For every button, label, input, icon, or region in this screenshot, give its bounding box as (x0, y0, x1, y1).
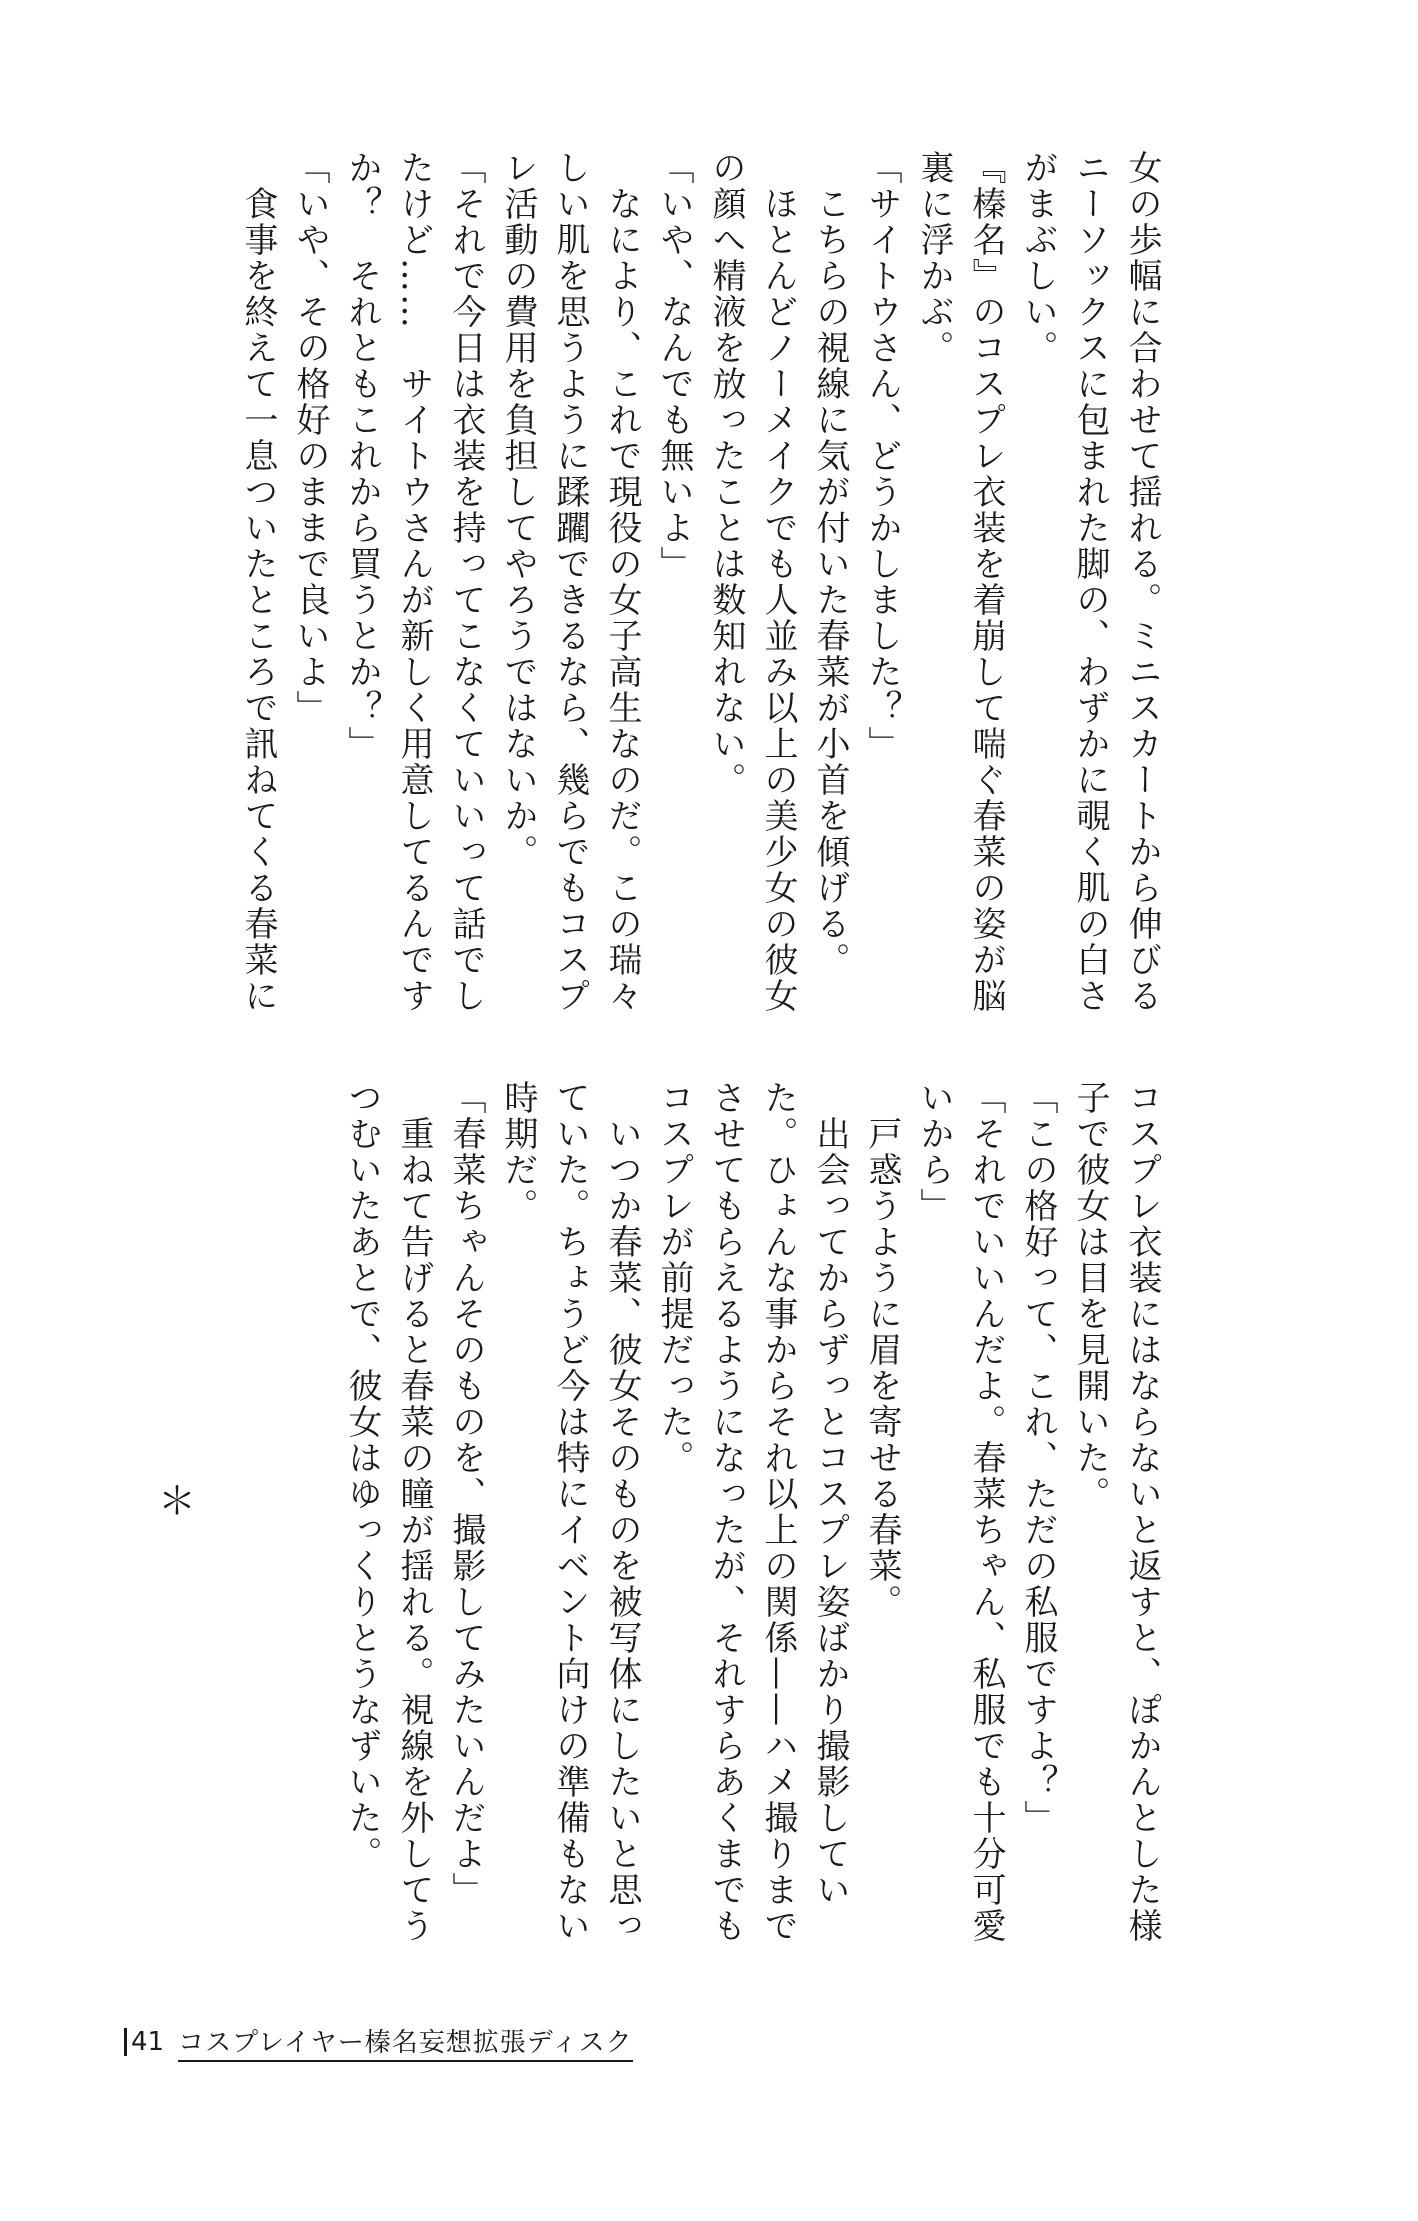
text-column: 時期だ。 (498, 1080, 538, 1224)
text-column: 「それでいいんだよ。春菜ちゃん、私服でも十分可愛 (966, 1080, 1006, 1944)
text-column: いから」 (914, 1080, 954, 1224)
text-column: 子で彼女は目を見開いた。 (1070, 1080, 1110, 1512)
text-column: しい肌を思うように蹂躙できるなら、幾らでもコスプ (550, 150, 590, 1014)
text-column: ていた。ちょうど今は特にイベント向けの準備もない (550, 1080, 590, 1944)
text-column: か？ それともこれから買うとか？」 (342, 150, 382, 762)
page-footer (124, 2022, 633, 2062)
text-column: 食事を終えて一息ついたところで訊ねてくる春菜に (238, 150, 278, 1014)
text-column: ニーソックスに包まれた脚の、わずかに覗く肌の白さ (1070, 150, 1110, 1014)
text-block-top (198, 150, 1168, 1050)
text-column: コスプレ衣装にはならないと返すと、ぽかんとした様 (1122, 1080, 1162, 1944)
text-column: レ活動の費用を負担してやろうではないか。 (498, 150, 538, 870)
text-column: たけど…… サイトウさんが新しく用意してるんです (394, 150, 434, 1014)
footer-bar-mark (124, 2028, 127, 2056)
text-column: 重ねて告げると春菜の瞳が揺れる。視線を外してう (394, 1080, 434, 1944)
scene-break-asterisk: ＊ (158, 1479, 197, 1523)
text-column: 女の歩幅に合わせて揺れる。ミニスカートから伸びる (1122, 150, 1162, 1014)
text-column: 「サイトウさん、どうかしました？」 (862, 150, 902, 762)
text-column: の顔へ精液を放ったことは数知れない。 (706, 150, 746, 798)
text-column: こちらの視線に気が付いた春菜が小首を傾げる。 (810, 150, 850, 978)
page-number: 41 (131, 2027, 165, 2057)
book-title: コスプレイヤー榛名妄想拡張ディスク (178, 2022, 633, 2062)
text-block-bottom (198, 1080, 1168, 1944)
text-column: 「いや、なんでも無いよ」 (654, 150, 694, 582)
text-column: 「春菜ちゃんそのものを、撮影してみたいんだよ」 (446, 1080, 486, 1908)
text-column: ほとんどノーメイクでも人並み以上の美少女の彼女 (758, 150, 798, 1014)
text-column: 「それで今日は衣装を持ってこなくていいって話でし (446, 150, 486, 1014)
text-column: なにより、これで現役の女子高生なのだ。この瑞々 (602, 150, 642, 1014)
text-column: がまぶしい。 (1018, 150, 1058, 366)
text-column: 裏に浮かぶ。 (914, 150, 954, 366)
text-column: させてもらえるようになったが、それすらあくまでも (706, 1080, 746, 1944)
text-column: た。ひょんな事からそれ以上の関係——ハメ撮りまで (758, 1080, 798, 1944)
text-column: 「この格好って、これ、ただの私服ですよ？」 (1018, 1080, 1058, 1836)
text-column: 『榛名』のコスプレ衣装を着崩して喘ぐ春菜の姿が脳 (966, 150, 1006, 1014)
text-column: つむいたあとで、彼女はゆっくりとうなずいた。 (342, 1080, 382, 1872)
text-column: いつか春菜、彼女そのものを被写体にしたいと思っ (602, 1080, 642, 1944)
text-column: 「いや、その格好のままで良いよ」 (290, 150, 330, 726)
text-column: 出会ってからずっとコスプレ姿ばかり撮影してい (810, 1080, 850, 1908)
text-column: コスプレが前提だった。 (654, 1080, 694, 1476)
text-column: 戸惑うように眉を寄せる春菜。 (862, 1080, 902, 1620)
